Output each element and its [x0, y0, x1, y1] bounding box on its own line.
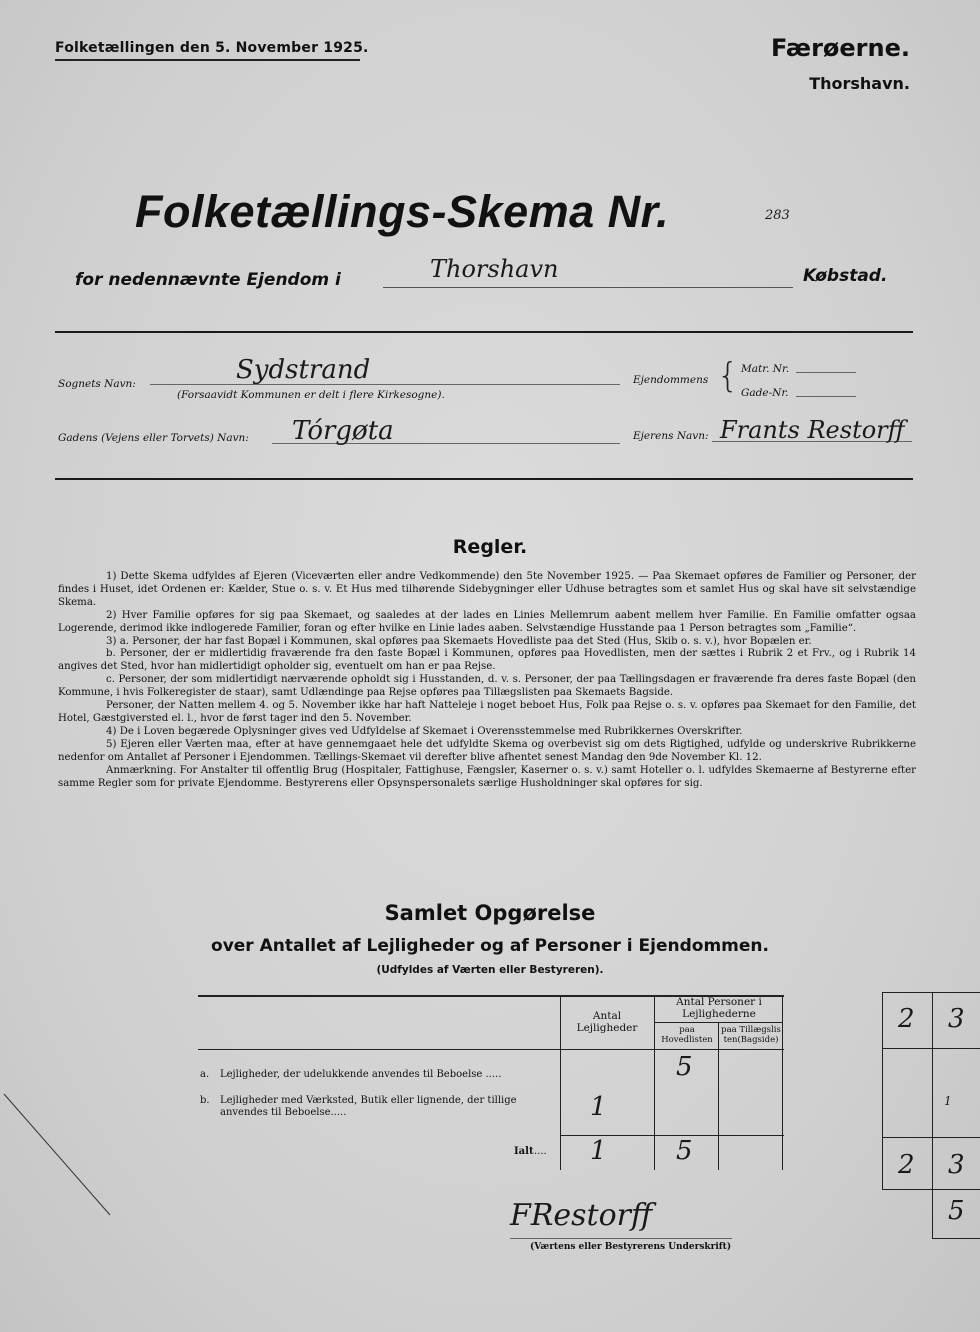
margin-r2-right: 1: [944, 1094, 952, 1108]
corner-fold-mark: [0, 1090, 120, 1220]
parish-label: Sognets Navn:: [58, 378, 136, 390]
municipality-type: Købstad.: [803, 266, 888, 286]
rule-3c: c. Personer, der som midlertidigt nærværende opholdt sig i Husstanden, d. v. s. Personer, der paa Tællingsdagen er fraværende fra deres faste Bopæl (den Kommune, i hvis Folkeregister de staar), samt Udlændinge paa Rejse opføres paa Tillægslisten paa Skemaets Bagside.: [58, 674, 916, 699]
rule-5: 5) Ejeren eller Værten maa, efter at have gennemgaaet hele det udfyldte Skema og overbevist sig om dets Rigtighed, udfylde og underskrive Rubrikkerne nedenfor om Antallet af Personer i Ejendommen. Tællings-Skemaet vil derefter blive afhentet senest Mandag den 9de November Kl. 12.: [58, 738, 916, 763]
rule-3-note: Personer, der Natten mellem 4. og 5. November ikke har haft Natteleje i noget beboet Hus, Folk paa Rejse o. s. v. opføres paa Skemaet for den Familie, det Hotel, Gæstgiversted el. l., hvor de først tager ind den 5. November.: [58, 700, 916, 724]
divider-bottom: [55, 478, 913, 480]
summary-note: (Udfyldes af Værten eller Bestyreren).: [376, 964, 604, 976]
street-handwritten: Tórgøta: [292, 416, 394, 446]
table-col-line: [782, 995, 783, 1170]
street-label: Gadens (Vejens eller Torvets) Navn:: [58, 432, 249, 444]
city-name: Thorshavn.: [809, 74, 910, 93]
table-header-rule: [198, 1049, 784, 1050]
form-title: Folketællings-Skema Nr.: [135, 186, 670, 237]
brace-icon: {: [717, 356, 739, 396]
signature-handwritten: FRestorff: [510, 1198, 653, 1233]
margin-r3-left: 2: [898, 1150, 915, 1180]
row-b-apartments: 1: [590, 1092, 607, 1122]
margin-box-col-line: [932, 992, 933, 1239]
gade-underline: [796, 396, 856, 397]
summary-subtitle: over Antallet af Lejligheder og af Personer i Ejendommen.: [211, 936, 769, 956]
row-a-letter: a.: [200, 1069, 210, 1080]
gade-label: Gade-Nr.: [741, 387, 789, 399]
col-main-list-header: paa Hovedlisten: [661, 1025, 713, 1045]
table-sub-rule: [654, 1022, 782, 1023]
margin-r3-right: 3: [948, 1150, 965, 1180]
rule-2: 2) Hver Familie opføres for sig paa Skemaet, og saaledes at der lades en Linies Mellemrum aabent mellem hver Familie. En Familie omfatter ogsaa Logerende, derimod ikke indlogerede Familier, foran og efter hvilke en Linie lades aaben. Selvstændige Husstande paa 1 Person betragtes som „Familie“.: [58, 609, 916, 634]
table-col-line: [718, 1022, 719, 1170]
rule-3a: 3) a. Personer, der har fast Bopæl i Kommunen, skal opføres paa Skemaets Hovedliste paa det Sted (Hus, Skib o. s. v.), hvor Bopælen er.: [106, 635, 812, 647]
municipality-handwritten: Thorshavn: [430, 255, 559, 283]
rule-3b: b. Personer, der er midlertidig fraværende fra den faste Bopæl i Kommunen, opføres paa Hovedlisten, men der sættes i Rubrik 2 et Frv., og i Rubrik 14 angives det Sted, hvor han midlertidigt opholder sig, eventuelt om han er paa Rejse.: [58, 648, 916, 673]
table-col-line: [560, 995, 561, 1170]
margin-box-row-line: [882, 1137, 980, 1138]
row-a-label: Lejligheder, der udelukkende anvendes til Beboelse .....: [220, 1069, 502, 1080]
parish-handwritten: Sydstrand: [236, 355, 371, 385]
margin-tally-box: [882, 992, 980, 1190]
col-persons-header: Antal Personer i Lejlighederne: [676, 996, 762, 1020]
summary-title: Samlet Opgørelse: [384, 901, 596, 925]
parish-underline: [150, 384, 620, 385]
margin-box-row-line: [932, 1238, 980, 1239]
rules-title: Regler.: [452, 536, 528, 558]
census-date-underline: [55, 59, 360, 61]
parish-note: (Forsaavidt Kommunen er delt i flere Kirkesogne).: [177, 389, 445, 401]
row-a-main: 5: [676, 1052, 693, 1082]
divider-top: [55, 331, 913, 333]
total-main: 5: [676, 1136, 693, 1166]
property-label: Ejendommens: [633, 374, 709, 386]
rule-1: 1) Dette Skema udfyldes af Ejeren (Viceværten eller andre Vedkommende) den 5te November 1925. — Paa Skemaet opføres de Familier og Personer, der findes i Huset, idet Ordenen er: Kælder, Stue o. s. v. Et Hus med tilhørende Sidebygninger eller Udhuse betragtes som et samlet Hus og skal have sit selvstændige Skema.: [58, 571, 916, 608]
col-apartments-header: Antal Lejligheder: [576, 1010, 638, 1034]
rule-4: 4) De i Loven begærede Oplysninger gives ved Udfyldelse af Skemaet i Overensstemmelse med Rubrikkernes Overskrifter.: [106, 725, 743, 737]
municipality-underline: [383, 287, 793, 288]
owner-handwritten: Frants Restorff: [720, 416, 905, 444]
form-subtitle: for nedennævnte Ejendom i: [75, 270, 341, 290]
total-dots: ....: [534, 1146, 547, 1157]
col-supp-list-header: paa Tillægslisten(Bagside): [721, 1025, 781, 1045]
form-number-handwritten: 283: [765, 208, 790, 223]
matr-underline: [796, 372, 856, 373]
region-name: Færøerne.: [770, 34, 910, 62]
signature-label: (Værtens eller Bestyrerens Underskrift): [530, 1242, 732, 1252]
row-b-letter: b.: [200, 1095, 210, 1106]
total-label: Ialt: [514, 1146, 534, 1157]
rule-remark: Anmærkning. For Anstalter til offentlig Brug (Hospitaler, Fattighuse, Fængsler, Kaserner o. s. v.) samt Hoteller o. l. udfyldes Skemaerne af Bestyrerne efter samme Regler som for private Ejendomme. Bestyrerens eller Opsynspersonalets særlige Husholdninger skal opføres for sig.: [58, 764, 916, 789]
margin-r1-right: 3: [948, 1004, 965, 1034]
owner-label: Ejerens Navn:: [633, 430, 709, 442]
census-date: Folketællingen den 5. November 1925.: [55, 40, 369, 56]
total-apartments: 1: [590, 1136, 607, 1166]
margin-r4-right: 5: [948, 1196, 965, 1226]
rules-text: [58, 571, 916, 790]
margin-box-row-line: [882, 1048, 980, 1049]
matr-label: Matr. Nr.: [741, 363, 790, 375]
margin-r1-left: 2: [898, 1004, 915, 1034]
signature-line: [510, 1238, 732, 1239]
row-b-label: Lejligheder med Værksted, Butik eller lignende, der tillige anvendes til Beboelse.....: [220, 1095, 517, 1118]
